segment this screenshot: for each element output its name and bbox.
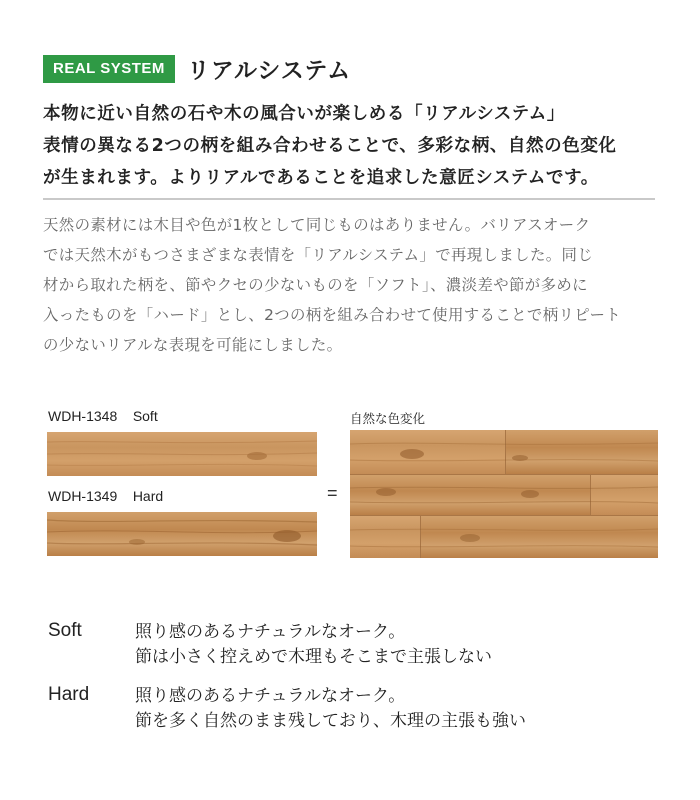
- divider: [43, 198, 655, 200]
- lead-line: 本物に近い自然の石や木の風合いが楽しめる「リアルシステム」: [43, 104, 566, 124]
- description-line: 照り感のあるナチュラルなオーク。: [135, 686, 406, 706]
- hard-plank-image: [47, 512, 317, 556]
- section-title: リアルシステム: [186, 58, 352, 84]
- description-lines: [135, 620, 492, 670]
- hard-sample-code: WDH-1349: [48, 488, 118, 504]
- description-term: Hard: [48, 684, 90, 705]
- soft-plank-image: [47, 432, 317, 476]
- description-line: 節は小さく控えめで木理もそこまで主張しない: [135, 647, 492, 667]
- body-line: 材から取れた柄を、節やクセの少ないものを「ソフト」、濃淡差や節が多めに: [43, 276, 588, 294]
- soft-sample-type: Soft: [132, 408, 158, 424]
- body-line: の少ないリアルな表現を可能にしました。: [43, 336, 343, 354]
- body-line: 天然の素材には木目や色が1枚として同じものはありません。バリアスオーク: [43, 216, 591, 234]
- hard-sample-label: [48, 488, 163, 504]
- hard-sample-type: Hard: [132, 488, 164, 504]
- description-line: 節を多く自然のまま残しており、木理の主張も強い: [135, 711, 526, 731]
- body-line: 入ったものを「ハード」とし、2つの柄を組み合わせて使用することで柄リピート: [43, 306, 622, 324]
- lead-line: が生まれます。よりリアルであることを追求した意匠システムです。: [43, 168, 599, 188]
- description-lines: [135, 684, 526, 734]
- real-system-badge: REAL SYSTEM: [43, 55, 175, 83]
- combined-label: 自然な色変化: [350, 411, 426, 426]
- combined-floor-image: [350, 430, 658, 558]
- body-line: では天然木がもつさまざまな表情を「リアルシステム」で再現しました。同じ: [43, 246, 594, 264]
- description-line: 照り感のあるナチュラルなオーク。: [135, 622, 406, 642]
- lead-paragraph: [43, 98, 663, 194]
- lead-line: 表情の異なる2つの柄を組み合わせることで、多彩な柄、自然の色変化: [43, 136, 617, 156]
- soft-sample-label: [48, 408, 158, 424]
- body-paragraph: [43, 210, 663, 360]
- description-term: Soft: [48, 620, 82, 641]
- section-header: [43, 52, 351, 85]
- equals-sign: =: [327, 483, 338, 503]
- soft-sample-code: WDH-1348: [48, 408, 118, 424]
